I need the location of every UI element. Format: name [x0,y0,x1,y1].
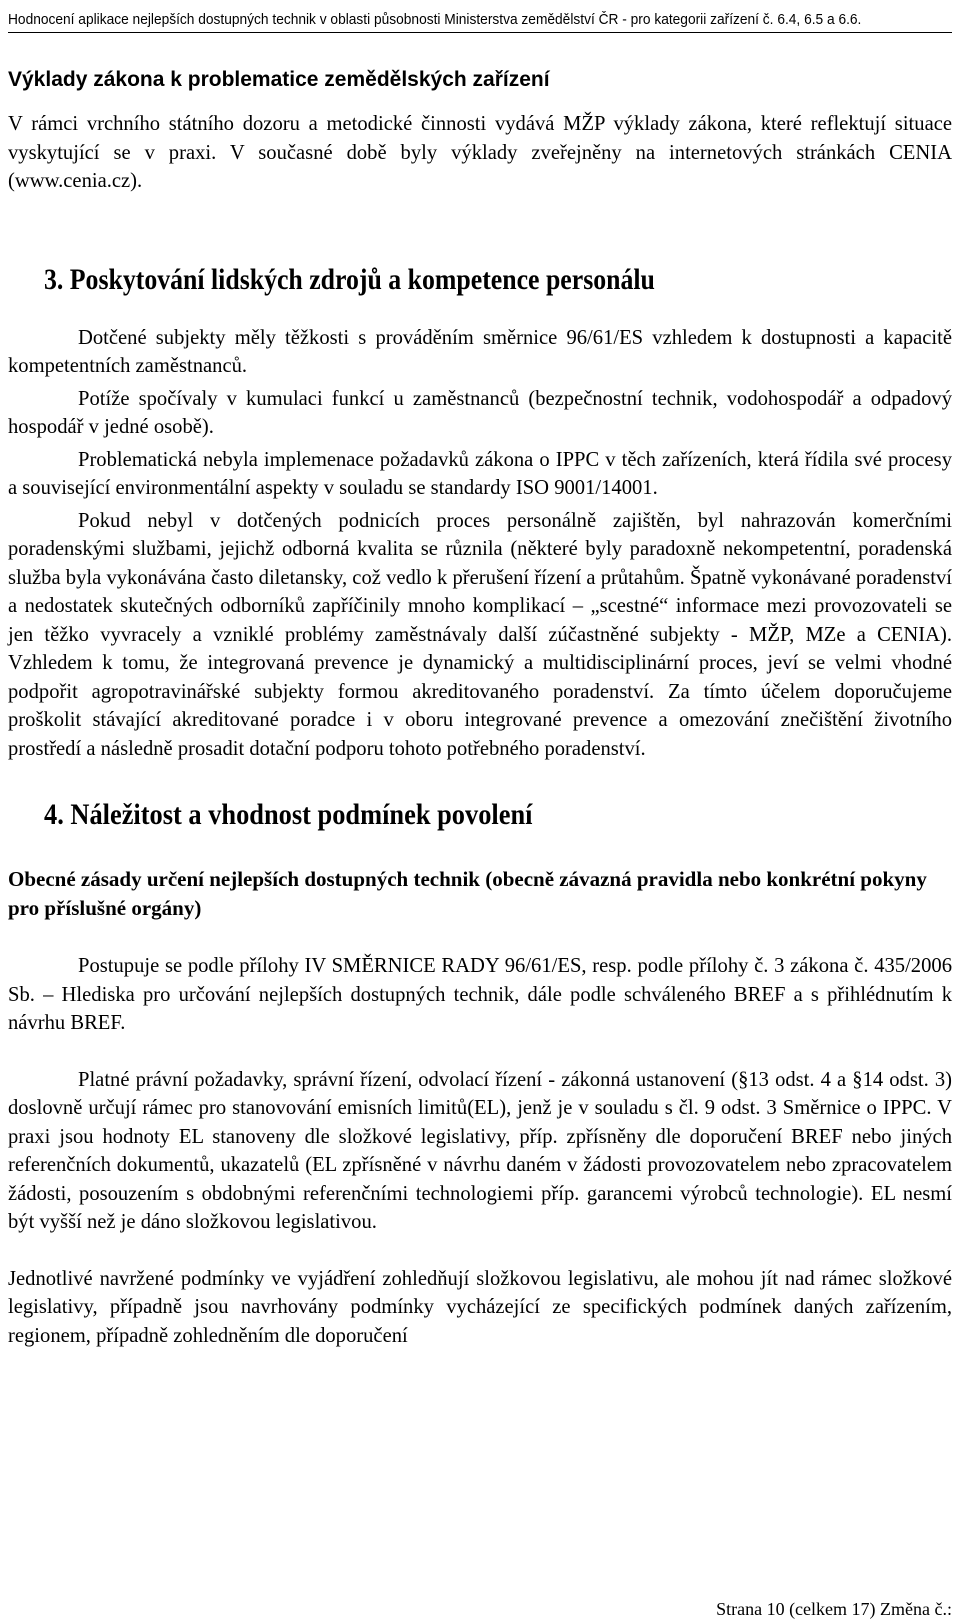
section-4-paragraph-2: Platné právní požadavky, správní řízení, odvolací řízení - zákonná ustanovení (§13 odst. 4 a §14 odst. 3) doslovně určují rámec pro stanovování emisních limitů(EL), jenž je v souladu s čl. 9 odst. 3 Směrnice o IPPC. V praxi jsou hodnoty EL stanoveny dle složkové legislativy, příp. zpřísněny dle doporučení BREF nebo jiných referenčních dokumentů, ukazatelů (EL zpřísněné v návrhu daném v žádosti provozovatelem nebo zpracovatelem žádosti, posouzením s obdobnými referenčními technologiemi příp. garancemi výrobců technologie). EL nesmí být vyšší než je dáno složkovou legislativou. [8,1068,952,1233]
section-3-paragraph-1: Dotčené subjekty měly těžkosti s prováděním směrnice 96/61/ES vzhledem k dostupnosti a kapacitě kompetentních zaměstnanců. [8,326,952,377]
page-content [8,66,952,1350]
section-4-title [44,797,952,833]
section-3-paragraph-4: Pokud nebyl v dotčených podnicích proces personálně zajištěn, byl nahrazován komerčními poradenskými službami, jejichž odborná kvalita se různila (některé byly paradoxně nekompetentní, poradenská služba byla vykonávána často diletansky, což vedlo k přerušení řízení a průtahům. Špatně vykonávané poradenství a nedostatek skutečných odborníků zapříčinily mnoho komplikací – „scestné“ informace mezi provozovateli se jen těžko vyvracely a vzniklé problémy zaměstnávaly další zúčastněné subjekty - MŽP, MZe a CENIA). Vzhledem k tomu, že integrovaná prevence je dynamický a multidisciplinární proces, jeví se velmi vhodné podpořit agropotravinářské subjekty formou akreditovaného poradenství. Za tímto účelem doporučujeme proškolit stávající akreditované poradce i v oboru integrované prevence a omezování znečištění životního prostředí a následně prosadit dotační podporu tohoto potřebného poradenství. [8,509,952,760]
section-3-paragraph-2: Potíže spočívaly v kumulaci funkcí u zaměstnanců (bezpečnostní technik, vodohospodář a odpadový hospodář v jedné osobě). [8,387,952,438]
running-header-text: Hodnocení aplikace nejlepších dostupných technik v oblasti působnosti Ministerstva zemědělství ČR - pro kategorii zařízení č. 6.4, 6.5 a 6.6. [8,11,862,28]
section-3-paragraph-3: Problematická nebyla implemenace požadavků zákona o IPPC v těch zařízeních, která řídila své procesy a související environmentální aspekty v souladu se standardy ISO 9001/14001. [8,448,952,499]
section-4-subheading: Obecné zásady určení nejlepších dostupných technik (obecně závazná pravidla nebo konkrétní pokyny pro příslušné orgány) [8,867,927,920]
section-3-title [44,262,952,298]
page-footer: Strana 10 (celkem 17) Změna č.: [716,1599,952,1619]
running-header [8,10,952,33]
intro-paragraph: V rámci vrchního státního dozoru a metodické činnosti vydává MŽP výklady zákona, které reflektují situace vyskytující se v praxi. V současné době byly výklady zveřejněny na internetových stránkách CENIA (www.cenia.cz). [8,113,952,192]
section-4-paragraph-3: Jednotlivé navržené podmínky ve vyjádření zohledňují složkovou legislativu, ale mohou jít nad rámec složkové legislativy, případně jsou navrhovány podmínky vycházející ze specifických podmínek daných zařízením, regionem, případně zohledněním dle doporučení [8,1267,952,1347]
page-top-margin [0,0,960,8]
section-4-title-text: 4. Náležitost a vhodnost podmínek povolení [44,798,533,831]
section-3-title-text: 3. Poskytování lidských zdrojů a kompetence personálu [44,262,655,296]
intro-heading: Výklady zákona k problematice zemědělských zařízení [8,68,550,91]
section-4-paragraph-1: Postupuje se podle přílohy IV SMĚRNICE RADY 96/61/ES, resp. podle přílohy č. 3 zákona č. 435/2006 Sb. – Hlediska pro určování nejlepších dostupných technik, dále podle schváleného BREF a s přihlédnutím k návrhu BREF. [8,955,952,1034]
